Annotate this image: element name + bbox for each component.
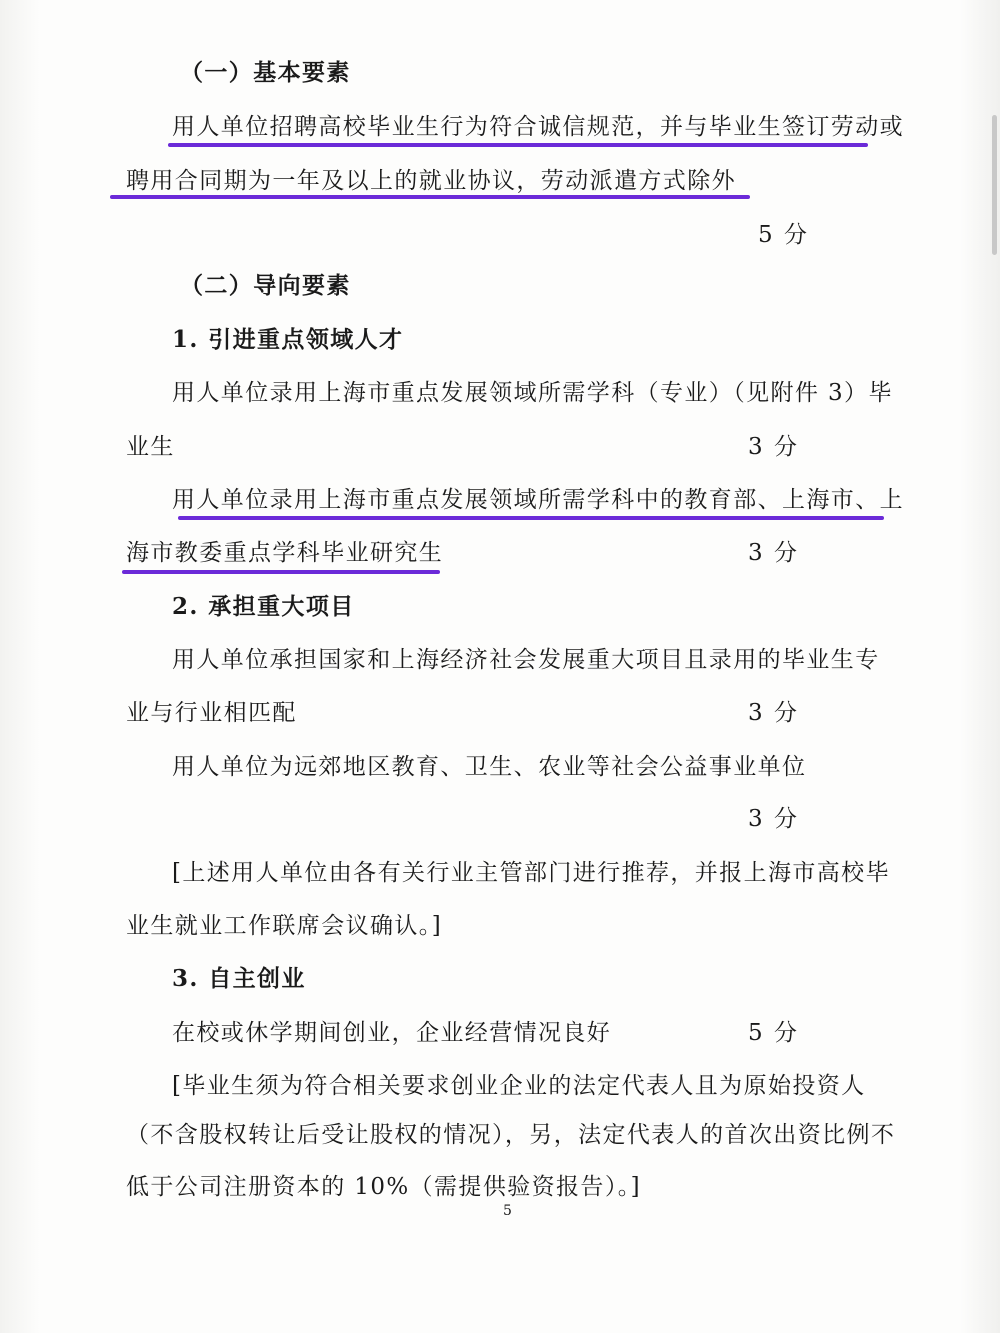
highlight-underline — [122, 570, 440, 574]
section-title-guide: （二）导向要素 — [180, 272, 351, 299]
item1b-line1: 用人单位录用上海市重点发展领域所需学科中的教育部、上海市、上 — [172, 487, 904, 513]
item2a-score: 3 分 — [748, 700, 799, 726]
scrollbar[interactable] — [992, 115, 997, 255]
basic-score: 5 分 — [758, 222, 809, 248]
highlight-underline — [178, 516, 884, 520]
item2b-line1: 用人单位为远郊地区教育、卫生、农业等社会公益事业单位 — [172, 754, 807, 780]
item1-title: 1. 引进重点领域人才 — [172, 326, 404, 353]
item1a-line1: 用人单位录用上海市重点发展领域所需学科（专业）（见附件 3）毕 — [172, 380, 893, 406]
basic-text-line1: 用人单位招聘高校毕业生行为符合诚信规范，并与毕业生签订劳动或 — [172, 114, 904, 140]
item2b-score: 3 分 — [748, 806, 799, 832]
item3a-line1: 在校或休学期间创业，企业经营情况良好 — [172, 1020, 612, 1046]
basic-text-line2: 聘用合同期为一年及以上的就业协议，劳动派遣方式除外 — [126, 168, 736, 194]
item2a-line1: 用人单位承担国家和上海经济社会发展重大项目且录用的毕业生专 — [172, 647, 880, 673]
section-title-basic: （一）基本要素 — [180, 59, 351, 86]
item3-note-line1: [毕业生须为符合相关要求创业企业的法定代表人且为原始投资人 — [172, 1073, 866, 1099]
item2a-line2: 业与行业相匹配 — [126, 700, 297, 726]
item3a-score: 5 分 — [748, 1020, 799, 1046]
page-number: 5 — [503, 1203, 512, 1219]
highlight-underline — [110, 195, 750, 199]
item2-note-line2: 业生就业工作联席会议确认。] — [126, 913, 443, 939]
item1a-line2: 业生 — [126, 434, 175, 460]
item1b-score: 3 分 — [748, 540, 799, 566]
item3-note-line3: 低于公司注册资本的 10%（需提供验资报告）。] — [126, 1174, 642, 1200]
item3-note-line2: （不含股权转让后受让股权的情况），另，法定代表人的首次出资比例不 — [126, 1122, 896, 1148]
item3-title: 3. 自主创业 — [172, 965, 306, 992]
highlight-underline — [168, 143, 868, 147]
item1b-line2: 海市教委重点学科毕业研究生 — [126, 540, 444, 566]
item1a-score: 3 分 — [748, 434, 799, 460]
item2-note-line1: [上述用人单位由各有关行业主管部门进行推荐，并报上海市高校毕 — [172, 860, 890, 886]
item2-title: 2. 承担重大项目 — [172, 593, 355, 620]
